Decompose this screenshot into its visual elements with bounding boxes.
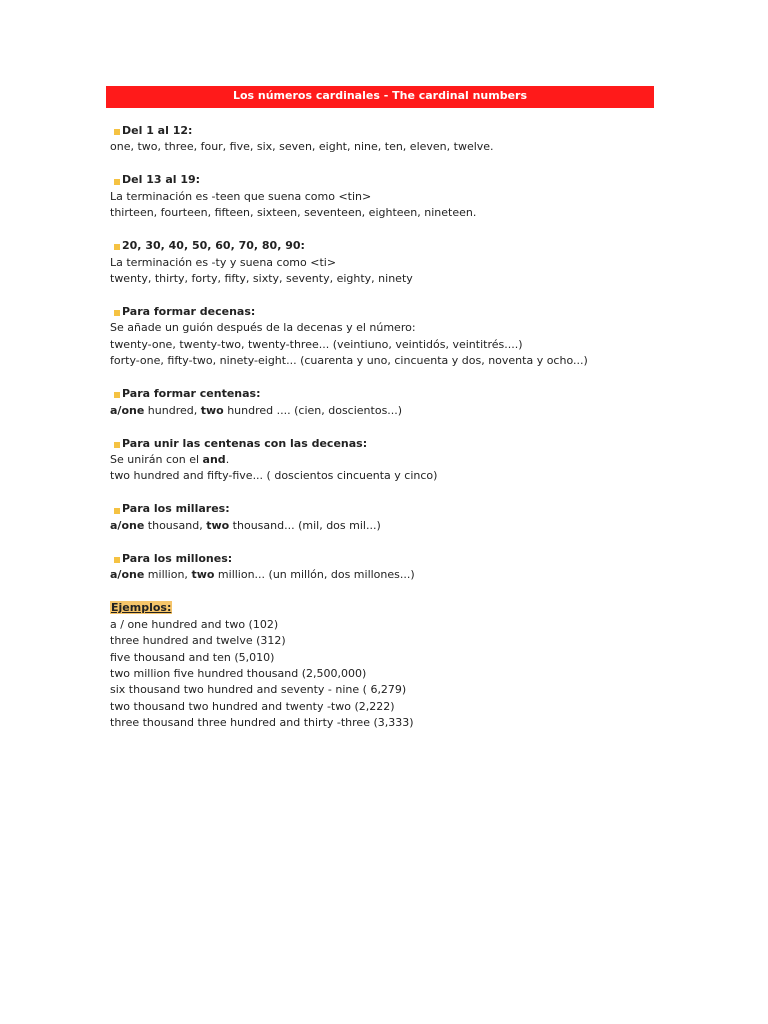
section-heading <box>110 386 670 402</box>
page-title-banner <box>106 86 654 108</box>
bold-term: a/one <box>110 568 145 582</box>
bullet-square-icon <box>114 392 120 398</box>
text-line: La terminación es -teen que suena como <tin> <box>110 189 372 203</box>
example-item: three thousand three hundred and thirty -three (3,333) <box>110 716 414 730</box>
heading-text: Para los millones: <box>122 551 233 565</box>
text-line: La terminación es -ty y suena como <ti> <box>110 255 337 269</box>
section-decenas <box>110 304 670 370</box>
example-item: three hundred and twelve (312) <box>110 634 286 648</box>
section-tens <box>110 238 670 287</box>
plain-text: hundred .... (cien, doscientos...) <box>223 403 403 417</box>
plain-text: hundred, <box>144 403 201 417</box>
text-line: one, two, three, four, five, six, seven, eight, nine, ten, eleven, twelve. <box>110 140 494 154</box>
bold-term: two <box>191 568 215 582</box>
heading-text: Para formar decenas: <box>122 305 256 319</box>
text-line <box>110 567 670 583</box>
section-heading <box>110 551 670 567</box>
text-line: forty-one, fifty-two, ninety-eight... (cuarenta y uno, cincuenta y dos, noventa y ocho...) <box>110 354 588 368</box>
heading-text: Del 1 al 12: <box>122 124 193 137</box>
bold-term: and <box>202 453 226 467</box>
section-centenas <box>110 386 670 419</box>
section-millones <box>110 551 670 584</box>
section-heading <box>110 172 670 188</box>
section-1-to-12 <box>110 123 670 156</box>
plain-text: . <box>225 453 230 467</box>
examples-heading <box>110 600 670 616</box>
section-13-to-19 <box>110 172 670 221</box>
text-line: twenty, thirty, forty, fifty, sixty, seventy, eighty, ninety <box>110 272 413 286</box>
text-line <box>110 452 670 468</box>
bold-term: two <box>206 518 230 532</box>
example-item: five thousand and ten (5,010) <box>110 650 275 664</box>
bullet-square-icon <box>114 557 120 563</box>
bold-term: two <box>200 403 224 417</box>
examples-title: Ejemplos: <box>111 601 172 615</box>
plain-text: Se unirán con el <box>110 453 203 467</box>
heading-text: Para unir las centenas con las decenas: <box>122 436 368 450</box>
page-title: Los números cardinales - The cardinal numbers <box>232 89 528 102</box>
plain-text: thousand... (mil, dos mil...) <box>229 518 381 532</box>
bullet-square-icon <box>114 310 120 316</box>
bold-term: a/one <box>110 518 145 532</box>
plain-text: thousand, <box>144 518 207 532</box>
text-line: twenty-one, twenty-two, twenty-three... (veintiuno, veintidós, veintitrés....) <box>110 337 523 351</box>
section-centenas-decenas <box>110 436 670 485</box>
heading-text: Para formar centenas: <box>122 387 261 401</box>
section-heading <box>110 238 670 254</box>
example-item: two million five hundred thousand (2,500,000) <box>110 666 367 680</box>
bullet-square-icon <box>114 129 120 135</box>
bullet-square-icon <box>114 244 120 250</box>
text-line <box>110 518 670 534</box>
section-heading <box>110 123 670 139</box>
section-heading <box>110 304 670 320</box>
bullet-square-icon <box>114 508 120 514</box>
text-line: Se añade un guión después de la decenas y el número: <box>110 321 416 335</box>
heading-text: Del 13 al 19: <box>122 173 201 187</box>
heading-text: Para los millares: <box>122 502 230 516</box>
text-line <box>110 403 670 419</box>
section-millares <box>110 501 670 534</box>
bullet-square-icon <box>114 442 120 448</box>
bullet-square-icon <box>114 179 120 185</box>
example-item: two thousand two hundred and twenty -two (2,222) <box>110 699 395 713</box>
document-body <box>110 123 670 748</box>
text-line: two hundred and fifty-five... ( doscientos cincuenta y cinco) <box>110 469 438 483</box>
plain-text: million... (un millón, dos millones...) <box>214 568 415 582</box>
section-examples <box>110 600 670 731</box>
heading-text: 20, 30, 40, 50, 60, 70, 80, 90: <box>122 239 305 253</box>
text-line: thirteen, fourteen, fifteen, sixteen, seventeen, eighteen, nineteen. <box>110 206 477 220</box>
plain-text: million, <box>144 568 192 582</box>
section-heading <box>110 501 670 517</box>
example-item: a / one hundred and two (102) <box>110 617 279 631</box>
section-heading <box>110 436 670 452</box>
bold-term: a/one <box>110 403 145 417</box>
example-item: six thousand two hundred and seventy - nine ( 6,279) <box>110 683 407 697</box>
